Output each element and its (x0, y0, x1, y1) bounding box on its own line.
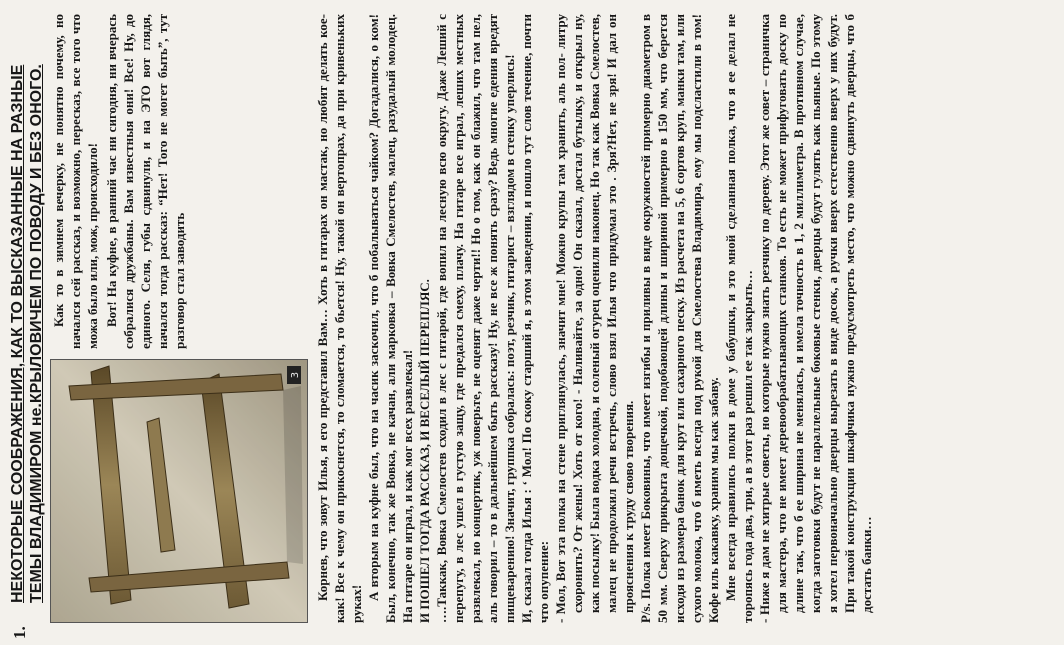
body-paragraph: P/s. Полка имеет Боковины, что имеет изгибы и приливы в виде окружностей примерно диаметром в 50 мм. Сверху прикрыта дощечкой, подобающей длины и шириной примерно в 150 мм, что берется исходя из размера банок для крут или сахарного песку. Из расчета на 5, 6 сортов круп, манки там, или сухого молока, что б иметь всегда под рукой для Смелостева Владимира, ему мы подсластили в том! Кофе иль какавку, храним мы как забаву. (638, 14, 721, 623)
body-text (314, 14, 875, 623)
section-number: 1. (10, 626, 29, 639)
title-line-1: НЕКОТОРЫЕ СООБРАЖЕНИЯ, КАК ТО ВЫСКАЗАННЫЕ НА РАЗНЫЕ (9, 64, 26, 603)
body-paragraph: - Мол, Вот эта полка на стене приглянулась, значит мне! Можно крупы там хранить, аль пол- литру схоронить? От жены! Хоть от кого! - Наливайте, за одно! Он сказал, достал бутылку, и открыл ну, как посылку! Была водка холодна, и соленый огурец оценили наконец. Но так как Вовка Смелостев, малец не продолжил речи встречь, слово взял Илья что придумал это . Зря?Нет, не зря! И дал он прояснения к труду свово творения. (553, 14, 636, 623)
body-paragraph: Мне всегда нравились полки в доме у бабушки, и это мной сделанная полка, что я ее делал не торопясь года два, три, а в этот раз решил ее так закрыть… (723, 14, 755, 623)
intro-paragraph-2: Вот! На куфне, в ранний час ни сигодня, ни вчерась собралися дружбаны. Вам известныя они! Все! Ну, до единого. Селя, губы сдвинули, и на ЭТО вот глядя, начался тогда рассказ: “Нет! Того не могет быть”, тут разговор стал заводить (104, 14, 187, 349)
body-paragraph: И, сказал тогда Илья : ‘ Мол! По скоку старший я, в этом заведении, и пошло тут слов течение, почти что опупение: (519, 14, 551, 623)
shelf-photo-drawing (51, 360, 307, 622)
page-title (8, 14, 46, 603)
section-heading: И ПОШЕЛ ТОГДА РАССКАЗ, И ВЕСЕЛЫЙ ПЕРЕПЛЯС. (417, 279, 432, 623)
intro-text (50, 14, 308, 349)
intro-paragraph-1: Как то в зимнем вечерку, не понятно почему, но начался сей рассказ, и возможно, пересказ, все того что можа было или, мож, происходило! (51, 14, 100, 349)
title-line-2: ТЕМЫ ВЛАДИМИРОМ не.КРЫЛОВИЧЕМ ПО ПОВОДУ И БЕЗ ОНОГО. (28, 64, 45, 603)
shelf-photo (50, 359, 308, 623)
top-section (50, 14, 308, 623)
body-paragraph: Корнев, что зовут Илья, я его представил Вам… Хоть в гитарах он мастак, но любит делать кое- как! Все к чему он прикоснется, то сломается, то бьется! Ну, такой он вертопрах, да при кривеньких руках! (315, 14, 364, 623)
body-paragraph: ….Таккак, Вовка Смелостев сходил в лес с гитарой, где вопил на лесную всю округу. Даже Леший с перепугу, в лес ушел в густую защу, где предался смеху, плачу. На гитаре все играл, леших местных развлекал, но концертик, уж поверьте, не оценят даже черти!! Но о том, как он блажил, что там пел, аль говорил – то в дальнейшем быть рассказу! Ну, не все ж понять сразу? Ведь многие едения вредят пищеварению! Значит, группка собралась: поэт, резчик, гитарист – взглядом в стенку уперлись! (434, 14, 517, 623)
body-paragraph: А вторым на куфне был, что на часик заскочил, что б побалываться чайком? Догадалися, о ком! Был, конечно, так же Вовка, не качан, али марковка – Вовка Смелостев, малец, разудалый молодец. На гитаре он играл, и как мог всех развлекал! (366, 14, 415, 623)
body-paragraph: - Ниже я дам не хитрые советы, но которые нужно знать резчику по дереву. Этот же совет – страничка для мастера, что не имеет деревообрабатывающих станков. То есть не может прифуговать доску по длине так, что б ее ширина не менялась, и имела точность в 1, 2 миллиметра. В противном случае, когда заготовки будут не параллельные боковые стенки, дверцы будут гулять как пьяные. По этому я хотел первоначально дверцы вырезать в виде досок, а ручки вверх естественно вверх у них будут. При такой конструкции шкафчика нужно предусмотреть место, что можно сдвинуть дверцы, что б достать банки… (757, 14, 874, 623)
photo-number: 3 (290, 371, 301, 379)
